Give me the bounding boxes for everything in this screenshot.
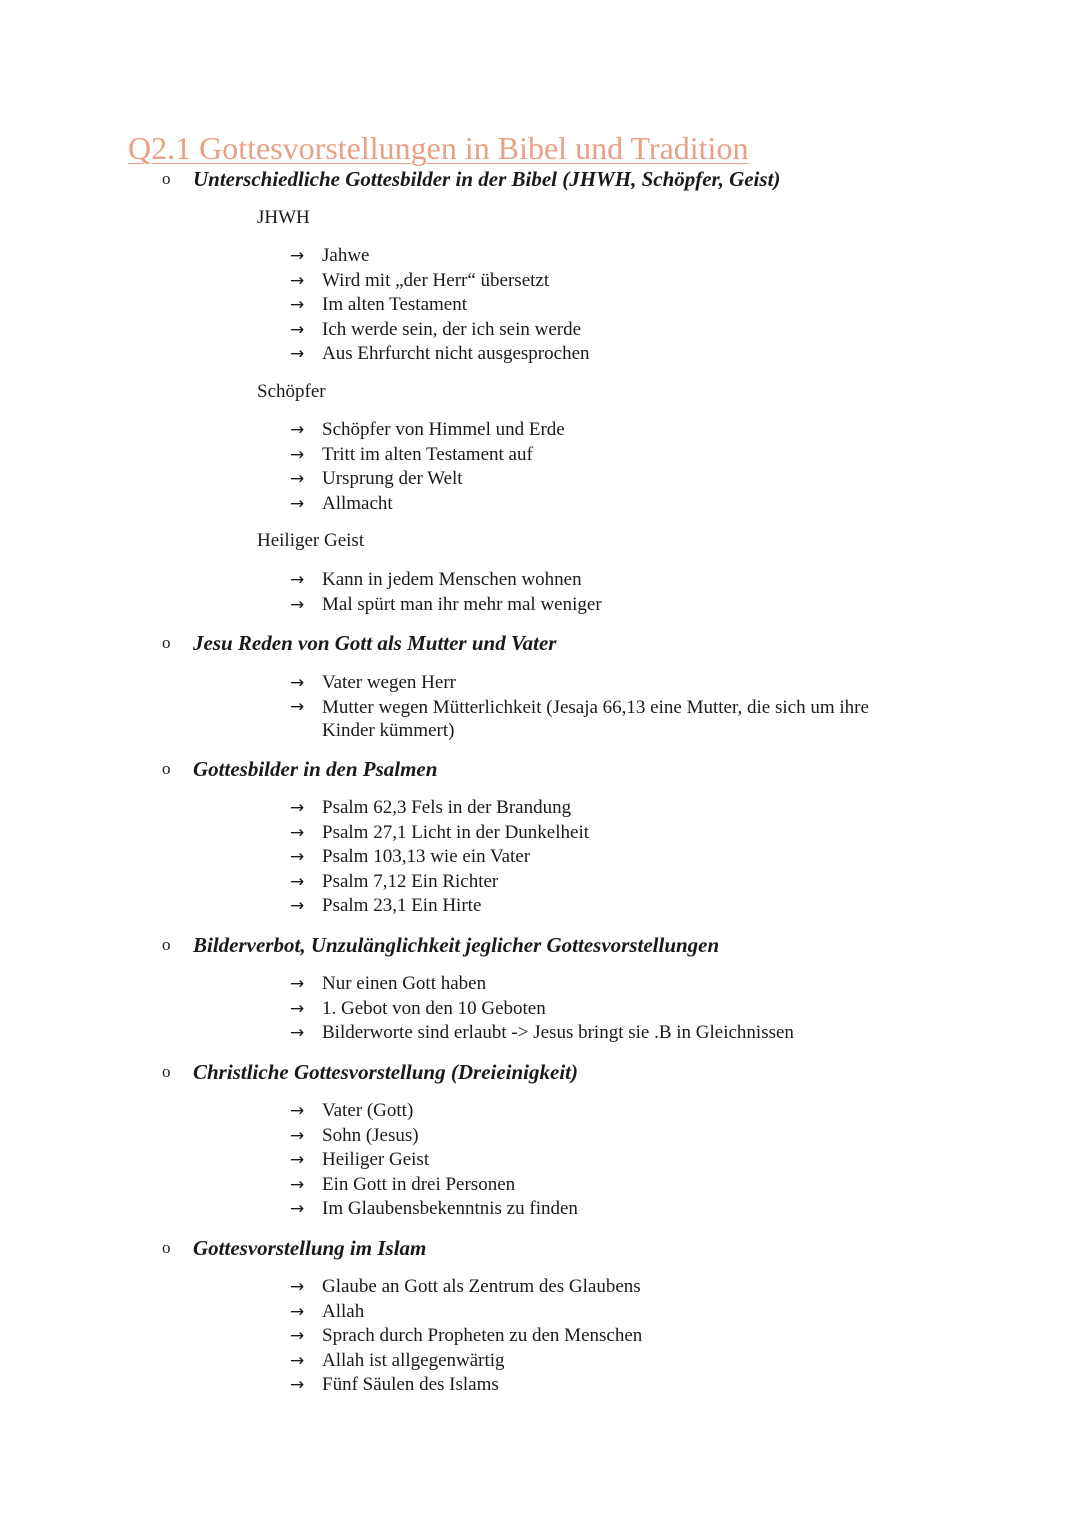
list-item: → Jahwe: [290, 244, 590, 269]
list-heiliger-geist: [290, 568, 602, 617]
arrow-right-icon: →: [290, 420, 305, 440]
bullet-marker: o: [162, 169, 171, 188]
section-heading-text: Christliche Gottesvorstellung (Dreieinigkeit): [193, 1060, 579, 1084]
section-heading: [162, 932, 720, 958]
arrow-right-icon: →: [290, 1301, 305, 1322]
arrow-right-icon: →: [290, 696, 305, 717]
list-item: → Sohn (Jesus): [290, 1124, 578, 1149]
arrow-right-icon: →: [290, 847, 305, 867]
list-islam: [290, 1275, 642, 1398]
list-item: → Allah: [290, 1300, 642, 1325]
list-item: → Psalm 7,12 Ein Richter: [290, 870, 589, 895]
list-bilderverbot: [290, 972, 794, 1046]
arrow-right-icon: →: [290, 1350, 305, 1371]
arrow-right-icon: →: [290, 896, 305, 916]
arrow-right-icon: →: [290, 270, 305, 291]
arrow-right-icon: →: [290, 1101, 305, 1121]
bullet-marker: o: [162, 633, 171, 652]
arrow-right-icon: →: [290, 493, 305, 514]
bullet-marker: o: [162, 935, 171, 954]
subheading-heiliger-geist: Heiliger Geist: [257, 530, 365, 551]
section-heading-text: Gottesbilder in den Psalmen: [193, 757, 438, 781]
section-heading: [162, 630, 557, 656]
list-item: → Tritt im alten Testament auf: [290, 443, 565, 468]
arrow-right-icon: →: [290, 974, 305, 994]
section-heading: [162, 1059, 579, 1085]
list-item: → Schöpfer von Himmel und Erde: [290, 418, 565, 443]
section-heading-text: Gottesvorstellung im Islam: [193, 1236, 427, 1260]
list-item: → Im alten Testament: [290, 293, 590, 318]
arrow-right-icon: →: [290, 1277, 305, 1297]
list-item: → Ich werde sein, der ich sein werde: [290, 318, 590, 343]
list-jesu-reden: [290, 671, 900, 742]
arrow-right-icon: →: [290, 1199, 305, 1219]
arrow-right-icon: →: [290, 469, 305, 489]
arrow-right-icon: →: [290, 295, 305, 315]
list-item: → Mutter wegen Mütterlichkeit (Jesaja 66,13 eine Mutter, die sich um ihre Kinder kümmert): [290, 696, 869, 741]
arrow-right-icon: →: [290, 570, 305, 590]
list-item: → Vater (Gott): [290, 1099, 578, 1124]
section-heading: [162, 1235, 427, 1261]
list-item: → Fünf Säulen des Islams: [290, 1373, 642, 1398]
arrow-right-icon: →: [290, 1174, 305, 1195]
arrow-right-icon: →: [290, 246, 305, 266]
arrow-right-icon: →: [290, 594, 305, 615]
subheading-jhwh: JHWH: [257, 207, 310, 228]
list-item: → Psalm 62,3 Fels in der Brandung: [290, 796, 589, 821]
arrow-right-icon: →: [290, 998, 305, 1019]
section-heading-text: Jesu Reden von Gott als Mutter und Vater: [193, 631, 557, 655]
arrow-right-icon: →: [290, 798, 305, 818]
list-item: → Allah ist allgegenwärtig: [290, 1349, 642, 1374]
arrow-right-icon: →: [290, 822, 305, 843]
list-item: → Aus Ehrfurcht nicht ausgesprochen: [290, 342, 590, 367]
arrow-right-icon: →: [290, 871, 305, 892]
list-item: → Psalm 27,1 Licht in der Dunkelheit: [290, 821, 589, 846]
list-item: → Sprach durch Propheten zu den Menschen: [290, 1324, 642, 1349]
list-item: → Bilderworte sind erlaubt -> Jesus bringt sie .B in Gleichnissen: [290, 1021, 794, 1046]
list-item: → Im Glaubensbekenntnis zu finden: [290, 1197, 578, 1222]
list-dreieinigkeit: [290, 1099, 578, 1222]
section-heading-text: Bilderverbot, Unzulänglichkeit jeglicher Gottesvorstellungen: [193, 933, 720, 957]
list-schoepfer: [290, 418, 565, 516]
section-heading-text: Unterschiedliche Gottesbilder in der Bibel (JHWH, Schöpfer, Geist): [193, 167, 781, 191]
arrow-right-icon: →: [290, 673, 305, 693]
arrow-right-icon: →: [290, 444, 305, 465]
list-item: → Nur einen Gott haben: [290, 972, 794, 997]
list-jhwh: [290, 244, 590, 367]
list-item: → Psalm 23,1 Ein Hirte: [290, 894, 589, 919]
arrow-right-icon: →: [290, 1023, 305, 1043]
list-item: → Glaube an Gott als Zentrum des Glaubens: [290, 1275, 642, 1300]
list-item: → Mal spürt man ihr mehr mal weniger: [290, 593, 602, 618]
list-item: → Heiliger Geist: [290, 1148, 578, 1173]
bullet-marker: o: [162, 1238, 171, 1257]
arrow-right-icon: →: [290, 1150, 305, 1170]
page-title: Q2.1 Gottesvorstellungen in Bibel und Tradition: [128, 130, 749, 166]
list-item: → 1. Gebot von den 10 Geboten: [290, 997, 794, 1022]
arrow-right-icon: →: [290, 1375, 305, 1395]
bullet-marker: o: [162, 759, 171, 778]
arrow-right-icon: →: [290, 319, 305, 340]
subheading-schoepfer: Schöpfer: [257, 381, 326, 402]
list-item: → Vater wegen Herr: [290, 671, 900, 696]
list-item: → Kann in jedem Menschen wohnen: [290, 568, 602, 593]
list-psalmen: [290, 796, 589, 919]
list-item: → Ein Gott in drei Personen: [290, 1173, 578, 1198]
section-heading: [162, 756, 438, 782]
arrow-right-icon: →: [290, 344, 305, 364]
arrow-right-icon: →: [290, 1326, 305, 1346]
list-item: → Wird mit „der Herr“ übersetzt: [290, 269, 590, 294]
list-item: → Psalm 103,13 wie ein Vater: [290, 845, 589, 870]
arrow-right-icon: →: [290, 1125, 305, 1146]
list-item: → Allmacht: [290, 492, 565, 517]
bullet-marker: o: [162, 1062, 171, 1081]
section-heading: [162, 166, 781, 192]
list-item: → Ursprung der Welt: [290, 467, 565, 492]
